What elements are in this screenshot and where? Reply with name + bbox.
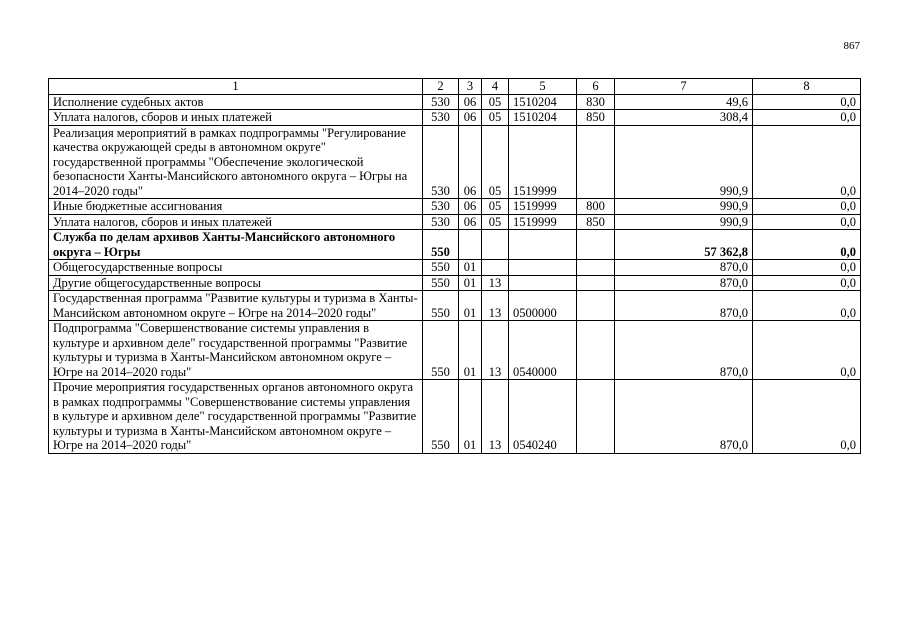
row-section-cell: 01	[459, 321, 482, 380]
column-header: 3	[459, 79, 482, 95]
row-code-cell: 550	[423, 321, 459, 380]
row-subsection-cell: 05	[482, 125, 509, 199]
row-target-cell: 1519999	[509, 125, 577, 199]
row-code-cell: 550	[423, 291, 459, 321]
row-change-cell: 0,0	[753, 199, 861, 215]
row-change-cell: 0,0	[753, 110, 861, 126]
row-name-cell: Исполнение судебных актов	[49, 94, 423, 110]
row-expense-type-cell: 830	[577, 94, 615, 110]
table-row	[49, 321, 861, 380]
row-target-cell	[509, 230, 577, 260]
row-section-cell: 06	[459, 94, 482, 110]
row-change-cell: 0,0	[753, 214, 861, 230]
column-header: 1	[49, 79, 423, 95]
row-amount-cell: 990,9	[615, 199, 753, 215]
row-amount-cell: 308,4	[615, 110, 753, 126]
row-target-cell: 0540000	[509, 321, 577, 380]
row-change-cell: 0,0	[753, 94, 861, 110]
row-subsection-cell: 13	[482, 380, 509, 454]
row-code-cell: 530	[423, 199, 459, 215]
row-amount-cell: 870,0	[615, 260, 753, 276]
row-name-cell: Прочие мероприятия государственных органов автономного округа в рамках подпрограммы "Совершенствование системы управления в культуре и архивном деле" государственной программы "Развитие культуры и туризма в Ханты-Мансийском автономном округе – Югре на 2014–2020 годы"	[49, 380, 423, 454]
row-target-cell	[509, 260, 577, 276]
row-name-cell: Уплата налогов, сборов и иных платежей	[49, 214, 423, 230]
row-target-cell: 0500000	[509, 291, 577, 321]
row-name-cell: Служба по делам архивов Ханты-Мансийского автономного округа – Югры	[49, 230, 423, 260]
column-header: 7	[615, 79, 753, 95]
table-row	[49, 110, 861, 126]
table-row	[49, 199, 861, 215]
row-code-cell: 530	[423, 110, 459, 126]
row-name-cell: Государственная программа "Развитие культуры и туризма в Ханты-Мансийском автономном округе – Югре на 2014–2020 годы"	[49, 291, 423, 321]
row-subsection-cell: 05	[482, 214, 509, 230]
row-code-cell: 550	[423, 275, 459, 291]
row-expense-type-cell	[577, 230, 615, 260]
header-row	[49, 79, 861, 95]
table-row	[49, 230, 861, 260]
row-code-cell: 530	[423, 94, 459, 110]
row-section-cell: 01	[459, 291, 482, 321]
row-expense-type-cell	[577, 275, 615, 291]
row-expense-type-cell	[577, 125, 615, 199]
row-code-cell: 530	[423, 125, 459, 199]
row-code-cell: 530	[423, 214, 459, 230]
row-target-cell: 1519999	[509, 199, 577, 215]
row-expense-type-cell	[577, 380, 615, 454]
row-section-cell: 01	[459, 380, 482, 454]
row-change-cell: 0,0	[753, 230, 861, 260]
row-expense-type-cell: 800	[577, 199, 615, 215]
row-target-cell: 1510204	[509, 110, 577, 126]
row-target-cell: 1510204	[509, 94, 577, 110]
column-header: 6	[577, 79, 615, 95]
row-amount-cell: 870,0	[615, 321, 753, 380]
column-header: 2	[423, 79, 459, 95]
row-name-cell: Подпрограмма "Совершенствование системы управления в культуре и архивном деле" государственной программы "Развитие культуры и туризма в Ханты-Мансийском автономном округе – Югре на 2014–2020 годы"	[49, 321, 423, 380]
row-expense-type-cell	[577, 291, 615, 321]
row-change-cell: 0,0	[753, 260, 861, 276]
table-row	[49, 380, 861, 454]
row-subsection-cell: 13	[482, 291, 509, 321]
row-expense-type-cell: 850	[577, 110, 615, 126]
row-change-cell: 0,0	[753, 275, 861, 291]
row-amount-cell: 870,0	[615, 275, 753, 291]
table-row	[49, 260, 861, 276]
row-amount-cell: 57 362,8	[615, 230, 753, 260]
table-row	[49, 125, 861, 199]
row-amount-cell: 870,0	[615, 380, 753, 454]
row-code-cell: 550	[423, 380, 459, 454]
row-target-cell	[509, 275, 577, 291]
column-header: 5	[509, 79, 577, 95]
row-section-cell: 06	[459, 214, 482, 230]
row-name-cell: Уплата налогов, сборов и иных платежей	[49, 110, 423, 126]
row-change-cell: 0,0	[753, 125, 861, 199]
row-target-cell: 0540240	[509, 380, 577, 454]
row-expense-type-cell: 850	[577, 214, 615, 230]
budget-table	[48, 78, 861, 454]
row-subsection-cell: 13	[482, 275, 509, 291]
row-target-cell: 1519999	[509, 214, 577, 230]
row-amount-cell: 49,6	[615, 94, 753, 110]
row-code-cell: 550	[423, 260, 459, 276]
page-number: 867	[843, 40, 860, 52]
row-code-cell: 550	[423, 230, 459, 260]
table-row	[49, 275, 861, 291]
row-expense-type-cell	[577, 321, 615, 380]
row-name-cell: Другие общегосударственные вопросы	[49, 275, 423, 291]
row-subsection-cell	[482, 260, 509, 276]
row-amount-cell: 990,9	[615, 214, 753, 230]
row-section-cell: 01	[459, 260, 482, 276]
row-subsection-cell	[482, 230, 509, 260]
row-subsection-cell: 05	[482, 94, 509, 110]
row-subsection-cell: 13	[482, 321, 509, 380]
row-name-cell: Реализация мероприятий в рамках подпрограммы "Регулирование качества окружающей среды в автономном округе" государственной программы "Обеспечение экологической безопасности Ханты-Мансийского автономного округа – Югры на 2014–2020 годы"	[49, 125, 423, 199]
row-amount-cell: 870,0	[615, 291, 753, 321]
row-change-cell: 0,0	[753, 291, 861, 321]
table-row	[49, 94, 861, 110]
row-name-cell: Общегосударственные вопросы	[49, 260, 423, 276]
table-row	[49, 291, 861, 321]
row-section-cell: 06	[459, 125, 482, 199]
column-header: 8	[753, 79, 861, 95]
row-change-cell: 0,0	[753, 380, 861, 454]
row-subsection-cell: 05	[482, 199, 509, 215]
row-subsection-cell: 05	[482, 110, 509, 126]
row-section-cell: 06	[459, 110, 482, 126]
row-expense-type-cell	[577, 260, 615, 276]
row-change-cell: 0,0	[753, 321, 861, 380]
column-header: 4	[482, 79, 509, 95]
row-name-cell: Иные бюджетные ассигнования	[49, 199, 423, 215]
row-amount-cell: 990,9	[615, 125, 753, 199]
row-section-cell	[459, 230, 482, 260]
table-row	[49, 214, 861, 230]
table-body	[49, 94, 861, 453]
row-section-cell: 01	[459, 275, 482, 291]
row-section-cell: 06	[459, 199, 482, 215]
